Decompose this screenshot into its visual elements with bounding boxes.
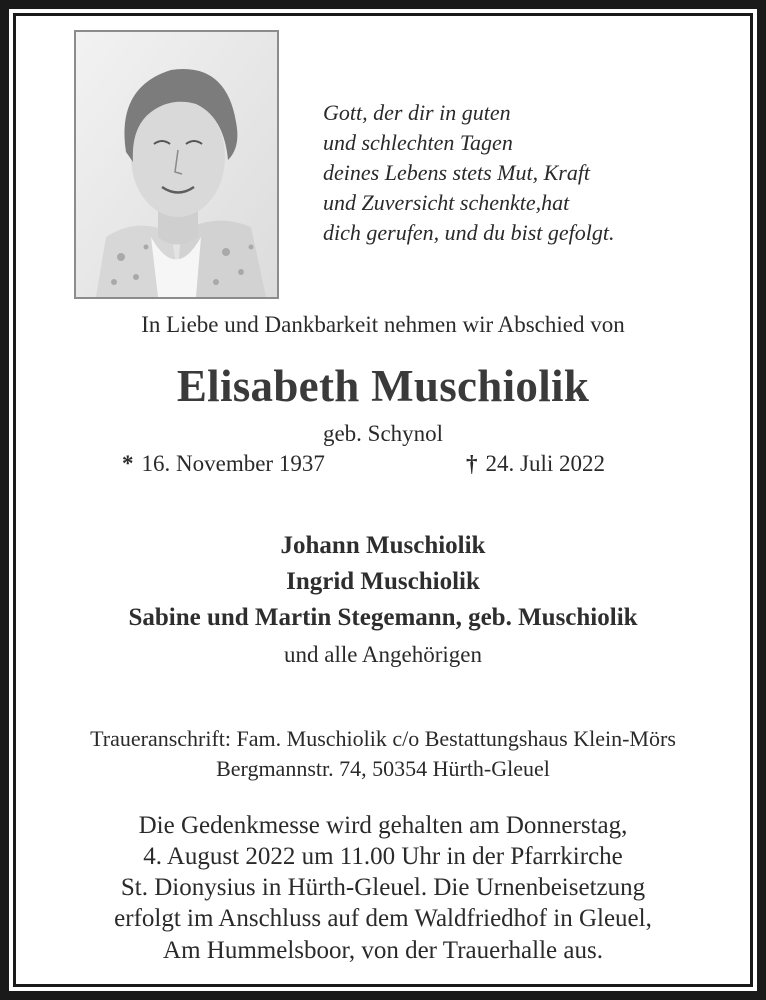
mourner-name: Johann Muschiolik: [280, 532, 486, 559]
birth-date: 16. November 1937: [141, 451, 325, 476]
death-cross-icon: †: [466, 451, 478, 476]
relatives-line: und alle Angehörigen: [283, 642, 482, 667]
memorial-service-line: Am Hummelsboor, von der Trauerhalle aus.: [163, 937, 603, 964]
verse-line: Gott, der dir in guten: [323, 100, 511, 125]
mourning-address: Traueranschrift: Fam. Muschiolik c/o Bestattungshaus Klein-Mörs: [90, 726, 676, 751]
birth-date-line: [122, 451, 325, 477]
verse-line: und Zuversicht schenkte,hat: [323, 190, 570, 215]
memorial-service-line: St. Dionysius in Hürth-Gleuel. Die Urnenbeisetzung: [120, 874, 646, 901]
mourning-address-street: Bergmannstr. 74, 50354 Hürth-Gleuel: [216, 756, 550, 781]
mourner-name: Ingrid Muschiolik: [286, 568, 480, 595]
mourner-name: Sabine und Martin Stegemann, geb. Muschiolik: [128, 604, 638, 631]
birth-name: geb. Schynol: [322, 421, 444, 446]
verse-line: deines Lebens stets Mut, Kraft: [323, 160, 591, 185]
death-date-line: [466, 451, 605, 477]
verse-line: dich gerufen, und du bist gefolgt.: [323, 220, 615, 245]
deceased-name: Elisabeth Muschiolik: [176, 361, 590, 411]
memorial-verse: [323, 98, 723, 248]
memorial-service-line: erfolgt im Anschluss auf dem Waldfriedhof in Gleuel,: [114, 905, 652, 932]
death-date: 24. Juli 2022: [485, 451, 605, 476]
farewell-intro: In Liebe und Dankbarkeit nehmen wir Abschied von: [141, 312, 625, 337]
portrait-photo: [74, 30, 279, 299]
verse-line: und schlechten Tagen: [323, 130, 513, 155]
birth-star-icon: *: [122, 451, 134, 476]
memorial-service-line: 4. August 2022 um 11.00 Uhr in der Pfarrkirche: [143, 843, 623, 870]
memorial-service-line: Die Gedenkmesse wird gehalten am Donnerstag,: [138, 812, 628, 839]
